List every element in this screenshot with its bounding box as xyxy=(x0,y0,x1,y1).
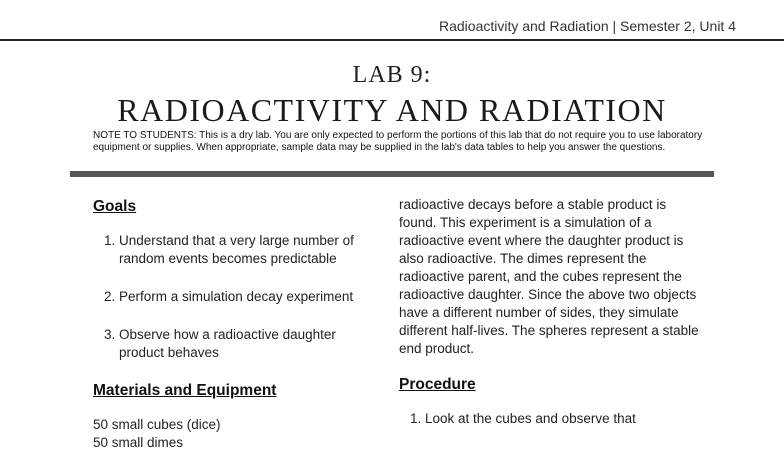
procedure-item: 1. Look at the cubes and observe that xyxy=(425,410,699,428)
goal-item: 1. Understand that a very large number of random events becomes predictable xyxy=(119,232,383,268)
simulation-paragraph xyxy=(399,196,699,358)
left-column xyxy=(93,196,383,452)
materials-list xyxy=(93,416,383,452)
note-to-students: NOTE TO STUDENTS: This is a dry lab. You are only expected to perform the portions of this lab that do not require you to use laboratory equipment or supplies. When appropriate, sample data may be supplied in the lab's data tables to help you answer the questions. xyxy=(93,130,703,153)
goal-item: 2. Perform a simulation decay experiment xyxy=(119,288,383,306)
materials-heading: Materials and Equipment xyxy=(93,382,277,399)
goal-item: 3. Observe how a radioactive daughter product behaves xyxy=(119,326,383,362)
procedure-heading: Procedure xyxy=(399,376,476,393)
lab-number: LAB 9: xyxy=(352,62,432,88)
paragraph-text: radioactive decays before a stable product is found. This experiment is a simulation of a radioactive event where the daughter product is also radioactive. The dimes represent the radioactive parent, and the cubes represent the radioactive daughter. Since the above two objects have a different number of sides, they simulate different half-lives. The spheres represent a stable end product. xyxy=(399,197,699,356)
right-column xyxy=(399,196,699,428)
running-header: Radioactivity and Radiation | Semester 2, Unit 4 xyxy=(438,18,736,34)
goals-list xyxy=(93,232,383,362)
section-divider xyxy=(70,171,714,177)
procedure-list xyxy=(399,410,699,428)
lab-title: RADIOACTIVITY AND RADIATION xyxy=(117,92,667,128)
goals-heading: Goals xyxy=(93,198,137,215)
material-item: 50 small cubes (dice) xyxy=(93,417,221,432)
material-item: 50 small dimes xyxy=(93,435,184,450)
header-divider xyxy=(0,39,784,41)
